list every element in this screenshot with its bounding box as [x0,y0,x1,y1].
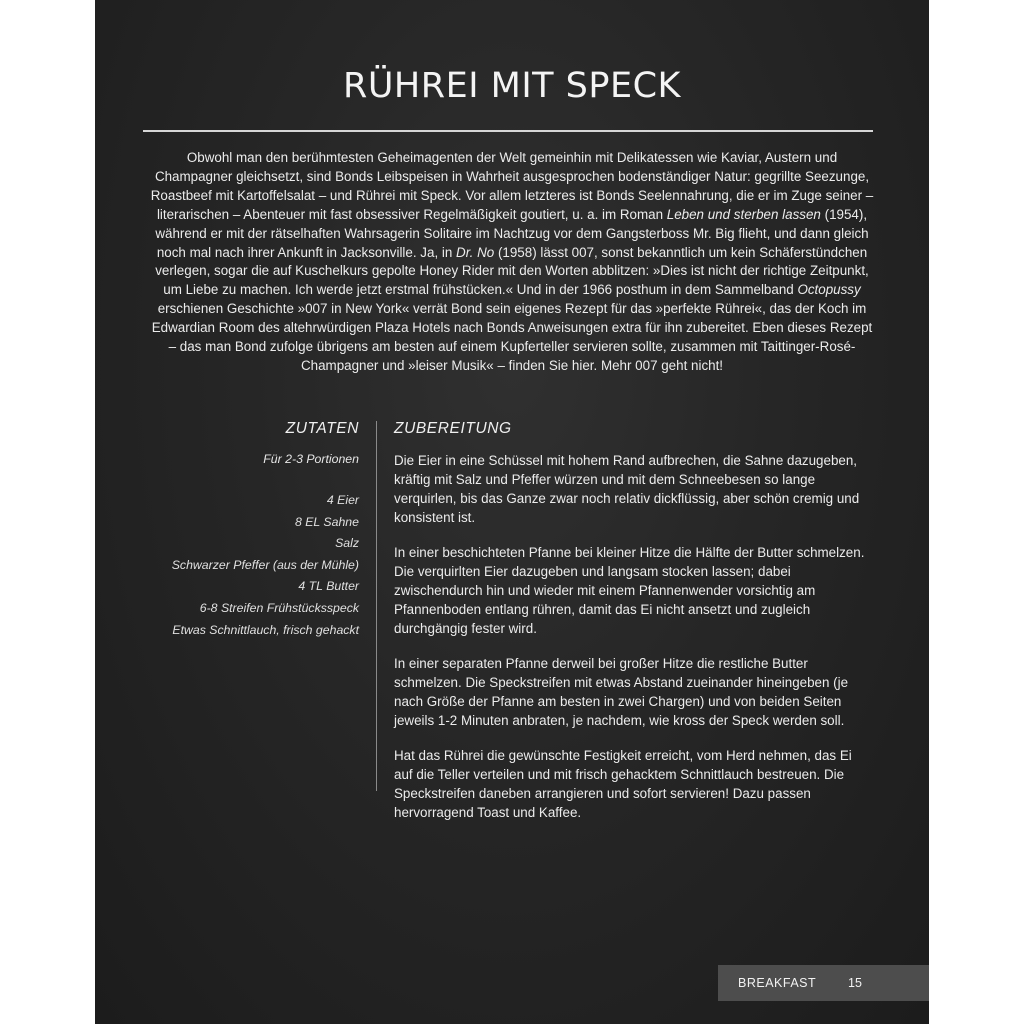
page-number: 15 [848,976,862,990]
ingredients-heading: ZUTATEN [285,420,359,437]
preparation-step: In einer separaten Pfanne derweil bei großer Hitze die restliche Butter schmelzen. Die Speckstreifen mit etwas Abstand zueinander hineingeben (je nach Größe der Pfanne am besten in zwei Chargen) und von beiden Seiten jeweils 1-2 Minuten anbraten, je nachdem, wie kross der Speck werden soll. [394,656,849,728]
portions-label: Für 2-3 Portionen [263,452,359,466]
preparation-heading: ZUBEREITUNG [394,420,512,437]
title-divider [143,130,873,132]
book-title-1: Leben und sterben lassen [666,206,821,222]
intro-text-2: (1954), während er mit der rätselhaften Wahrsagerin Solitaire im Nachtzug vor dem Gangsterboss Mr. Big flieht, und dann gleich noch mal nach ihrer Ankunft in Jacksonville. Ja, in [155,206,869,260]
ingredient-item: 4 Eier [326,493,359,507]
book-title-2: Dr. No [456,244,495,260]
ingredient-item: Etwas Schnittlauch, frisch gehackt [172,622,359,637]
preparation-column [394,420,869,839]
ingredient-item: Schwarzer Pfeffer (aus der Mühle) [171,557,359,572]
footer-section-label: BREAKFAST [738,976,817,990]
preparation-step: Hat das Rührei die gewünschte Festigkeit erreicht, vom Herd nehmen, das Ei auf die Teller verteilen und mit frisch gehacktem Schnittlauch bestreuen. Die Speckstreifen daneben arrangieren und sofort servieren! Dazu passen hervorragend Toast und Kaffee. [394,748,852,820]
page-title: RÜHREI MIT SPECK [343,66,681,106]
column-divider [376,421,377,791]
ingredients-list [135,490,359,641]
intro-paragraph [147,149,877,376]
book-title-3: Octopussy [797,282,861,298]
preparation-step: Die Eier in eine Schüssel mit hohem Rand aufbrechen, die Sahne dazugeben, kräftig mit Salz und Pfeffer würzen und mit dem Schneebesen so lange verquirlen, bis das Ganze zwar noch relativ dickflüssig, aber schön cremig und konsistent ist. [394,453,860,525]
ingredient-item: 8 EL Sahne [294,514,359,529]
intro-text-4: erschienen Geschichte »007 in New York« verrät Bond sein eigenes Rezept für das »perfekte Rührei«, das der Koch im Edwardian Room des altehrwürdigen Plaza Hotels nach Bonds Anweisungen extra für ihn zubereitet. Eben dieses Rezept – das man Bond zufolge übrigens am besten auf einem Kupferteller servieren sollte, zusammen mit Taittinger-Rosé-Champagner und »leiser Musik« – finden Sie hier. Mehr 007 geht nicht! [151,301,873,373]
preparation-step: In einer beschichteten Pfanne bei kleiner Hitze die Hälfte der Butter schmelzen. Die verquirlten Eier dazugeben und langsam stocken lassen; dabei zwischendurch hin und wieder mit einem Pfannenwender vorsichtig am Pfannenboden entlang rühren, damit das Ei nicht ansetzt und zugleich durchgängig fester wird. [394,545,865,636]
intro-text-1: Obwohl man den berühmtesten Geheimagenten der Welt gemeinhin mit Delikatessen wie Kaviar, Austern und Champagner gleichsetzt, sind Bonds Leibspeisen in Wahrheit ausgesprochen bodenständiger Natur: gegrillte Seezunge, Roastbeef mit Kartoffelsalat – und Rührei mit Speck. Vor allem letzteres ist Bonds Seelennahrung, die er im Zuge seiner – literarischen – Abenteuer mit fast obsessiver Regelmäßigkeit goutiert, u. a. im Roman [150,150,874,222]
ingredient-item: Salz [335,536,359,551]
ingredient-item: 4 TL Butter [298,579,359,594]
book-page [95,0,929,1024]
footer-section-tab [718,965,929,1001]
ingredient-item: 6-8 Streifen Frühstücksspeck [199,600,359,615]
intro-text-3: (1958) lässt 007, sonst bekanntlich um kein Schäferstündchen verlegen, sogar die auf Kuschelkurs gepolte Honey Rider mit den Worten abblitzen: »Dies ist nicht der richtige Zeitpunkt, um Liebe zu machen. Ich werde jetzt erstmal frühstücken.« Und in der 1966 posthum in dem Sammelband [155,244,869,298]
ingredients-column [135,420,359,641]
